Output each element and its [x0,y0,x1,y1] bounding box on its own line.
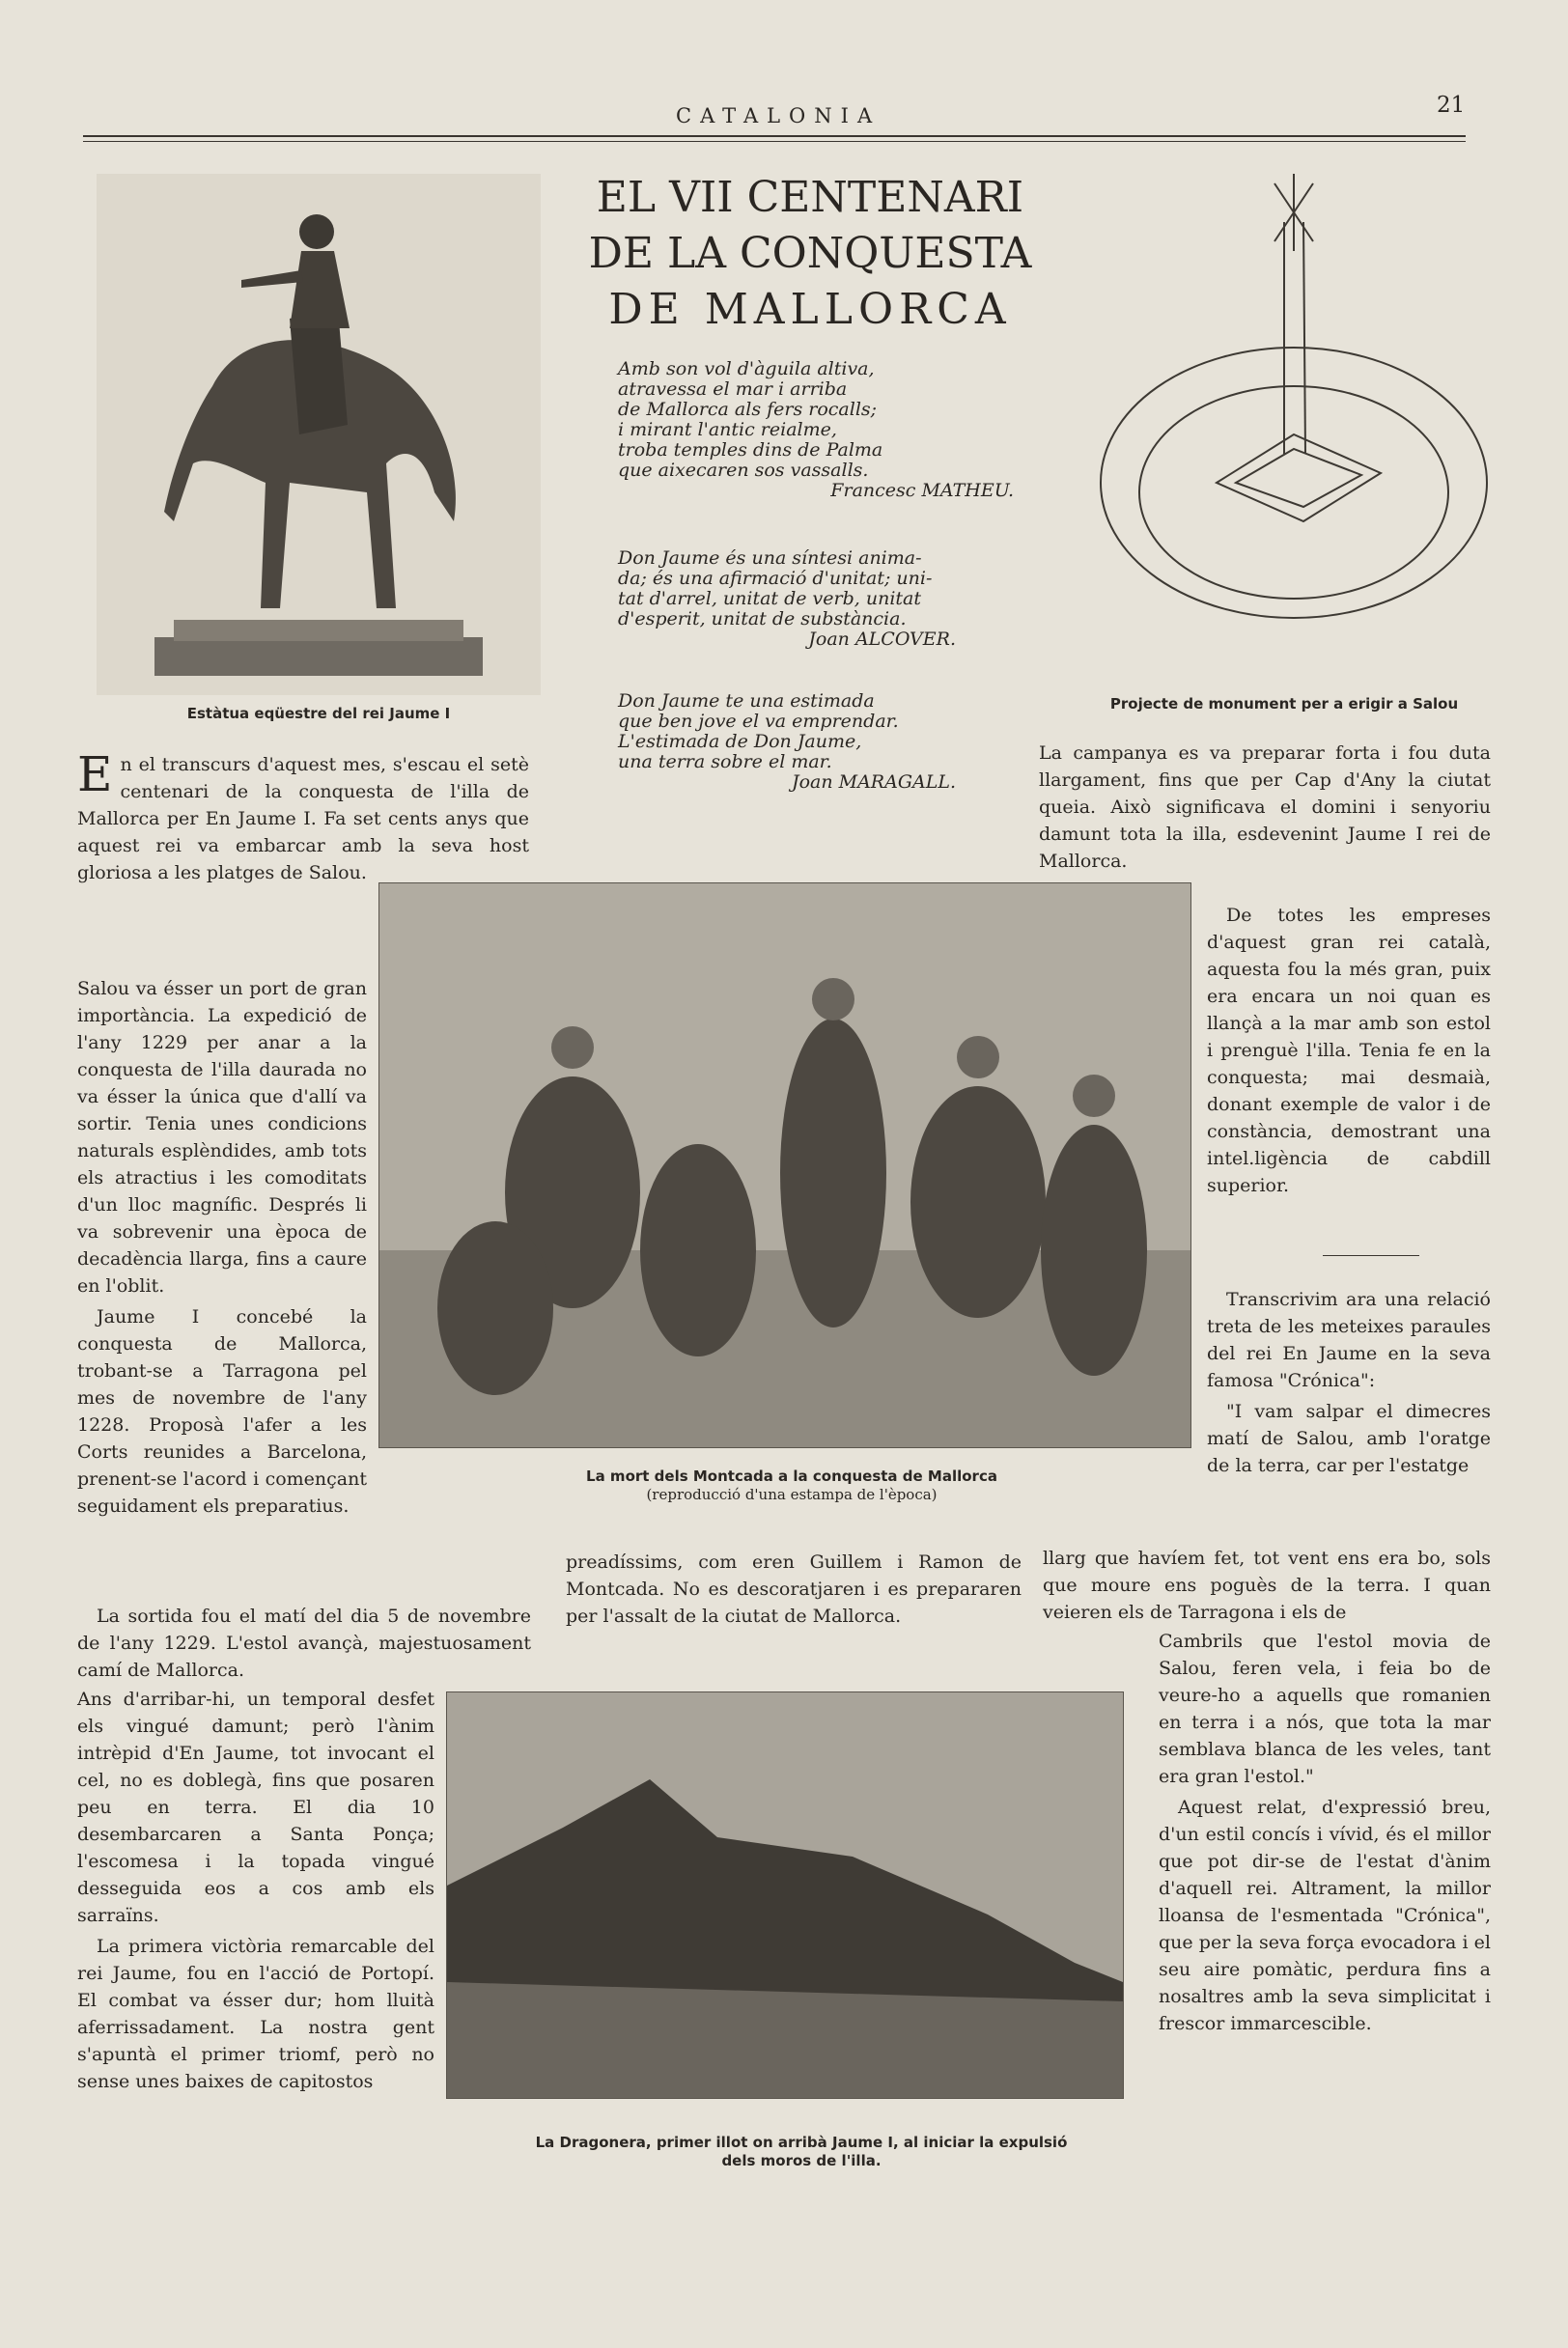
quote-alcover [618,548,1014,650]
article-column-1 [77,975,367,1523]
header-rule [83,135,1466,137]
paragraph: Transcrivim ara una relació treta de les meteixes paraules del rei En Jaume en la seva famosa "Crónica": [1207,1289,1491,1391]
paragraph: De totes les empreses d'aquest gran rei català, aquesta fou la més gran, puix era encara un noi quan es llançà a la mar amb son estol i prenguè l'illa. Tenia fe en la conquesta; mai desmaià, donant exemple de valor i de constància, demostrant una intel.ligència de cabdill superior. [1207,905,1491,1196]
poem-line: una terra sobre el mar. [618,751,832,772]
equestrian-statue-illustration [97,174,541,695]
paragraph: llarg que havíem fet, tot vent ens era bo, sols que moure ens poguès de la terra. I quan veieren els de Tarragona i els de [1043,1548,1491,1623]
paragraph: preadíssims, com eren Guillem i Ramon de Montcada. No es descoratjaren i es prepararen per l'assalt de la ciutat de Mallorca. [566,1551,1022,1627]
article-chronicle-end [1159,1628,1491,2041]
monument-caption: Projecte de monument per a erigir a Salou [1109,695,1459,713]
poem-author: Francesc MATHEU. [830,480,1014,501]
article-column-3-top [1039,740,1491,879]
poem-line: que ben jove el va emprendar. [618,711,899,732]
paragraph: La campanya es va preparar forta i fou duta llargament, fins que per Cap d'Any la ciutat queia. Això significava el domini i senyoriu damunt tota la illa, esdevenint Jaume I rei de Mallorca. [1039,742,1491,872]
poem-line: troba temples dins de Palma [618,439,883,461]
headline [552,170,1068,338]
montcada-caption-sub: (reproducció d'una estampa de l'època) [646,1486,938,1503]
monument-drawing [1091,164,1497,676]
paragraph: Aquest relat, d'expressió breu, d'un estil concís i vívid, és el millor que pot dir-se de l'estat d'ànim d'aquell rei. Altrament, la millor lloansa de l'esmentada "Crónica", que per la seva força evocadora i el seu aire pomàtic, perdura fins a nosaltres amb la seva simplicitat i frescor immarcescible. [1159,1797,1491,2034]
section-divider [1323,1255,1419,1256]
poem-line: que aixecaren sos vassalls. [618,460,869,481]
dragonera-photo [446,1691,1124,2099]
poem-line: tat d'arrel, unitat de verb, unitat [618,588,922,609]
poem-line: atravessa el mar i arriba [618,378,848,400]
poem-line: i mirant l'antic reialme, [618,419,837,440]
paragraph: Salou va ésser un port de gran importància. La expedició de l'any 1229 per anar a la conquesta de l'illa daurada no va ésser la única que d'allí va sortir. Tenia unes condicions naturals esplèndides, amb tots els atractius i les comoditats d'un lloc magnífic. Després li va sobrevenir una època de decadència llarga, fins a caure en l'oblit. [77,978,367,1297]
monument-sketch [1091,164,1497,676]
dragonera-island-illustration [447,1692,1123,2098]
montcada-caption [521,1468,1062,1504]
paragraph: n el transcurs d'aquest mes, s'escau el setè centenari de la conquesta de l'illa de Mallorca per En Jaume I. Fa set cents anys que aquest rei va embarcar amb la seva host gloriosa a les platges de Salou. [77,754,529,883]
headline-line-1: EL VII CENTENARI [596,173,1024,222]
montcada-engraving [378,882,1191,1448]
paragraph: La primera victòria remarcable del rei Jaume, fou en l'acció de Portopí. El combat va ésser dur; hom lluità aferrissadament. La nostra gent s'apuntà el primer triomf, però no sense unes baixes de capitostos [77,1936,434,2092]
paragraph: La sortida fou el matí del dia 5 de novembre de l'any 1229. L'estol avançà, majestuosament camí de Mallorca. [77,1606,531,1681]
header-rule-thin [83,141,1466,142]
paragraph: Cambrils que l'estol movia de Salou, feren vela, i feia bo de veure-ho a aquells que romanien en terra i a nós, que tota la mar semblava blanca de les veles, tant era gran l'estol." [1159,1631,1491,1787]
article-intro [77,746,529,886]
poem-line: Don Jaume és una síntesi anima- [618,547,922,569]
montcada-caption-title: La mort dels Montcada a la conquesta de Mallorca [586,1468,997,1485]
page-number: 21 [1437,93,1466,118]
poem-line: L'estimada de Don Jaume, [618,731,862,752]
article-column-1-lower [77,1686,434,2099]
headline-line-3: DE MALLORCA [608,285,1012,334]
article-chronicle-cont [1043,1545,1491,1630]
article-column-3-narrow [1207,902,1491,1203]
magazine-title: CATALONIA [676,104,882,127]
poem-maragall [618,691,1014,793]
dragonera-caption [444,2134,1159,2170]
paragraph: "I vam salpar el dimecres matí de Salou, amb l'oratge de la terra, car per l'estatge [1207,1401,1491,1476]
poem-author: Joan MARAGALL. [791,771,956,793]
statue-caption: Estàtua eqüestre del rei Jaume I [186,705,451,722]
poem-line: Don Jaume te una estimada [618,690,875,712]
montcada-scene-illustration [379,883,1190,1447]
poem-matheu [618,359,1014,501]
paragraph: Ans d'arribar-hi, un temporal desfet els vingué damunt; però l'ànim intrèpid d'En Jaume, tot invocant el cel, no es doblegà, fins que posaren peu en terra. El dia 10 desembarcaren a Santa Ponça; l'escomesa i la topada vingué desseguida eos a cos amb els sarraïns. [77,1689,434,1926]
statue-image [97,174,541,695]
poem-line: de Mallorca als fers rocalls; [618,399,878,420]
poem-line: da; és una afirmació d'unitat; uni- [618,568,933,589]
drop-cap: E [77,746,113,802]
article-chronicle-intro [1207,1286,1491,1483]
paragraph: Jaume I concebé la conquesta de Mallorca, trobant-se a Tarragona pel mes de novembre de l'any 1228. Proposà l'afer a les Corts reunides a Barcelona, prenent-se l'acord i començant seguidament els preparatius. [77,1306,367,1517]
headline-line-2: DE LA CONQUESTA [588,229,1032,278]
article-column-2 [566,1549,1022,1634]
dragonera-caption-line-2: dels moros de l'illa. [721,2152,882,2169]
poem-author: Joan ALCOVER. [808,629,956,650]
poem-line: Amb son vol d'àguila altiva, [618,358,875,379]
article-column-1-wide [77,1603,531,1688]
poem-line: d'esperit, unitat de substància. [618,608,907,629]
dragonera-caption-line-1: La Dragonera, primer illot on arribà Jaume I, al iniciar la expulsió [535,2134,1068,2151]
